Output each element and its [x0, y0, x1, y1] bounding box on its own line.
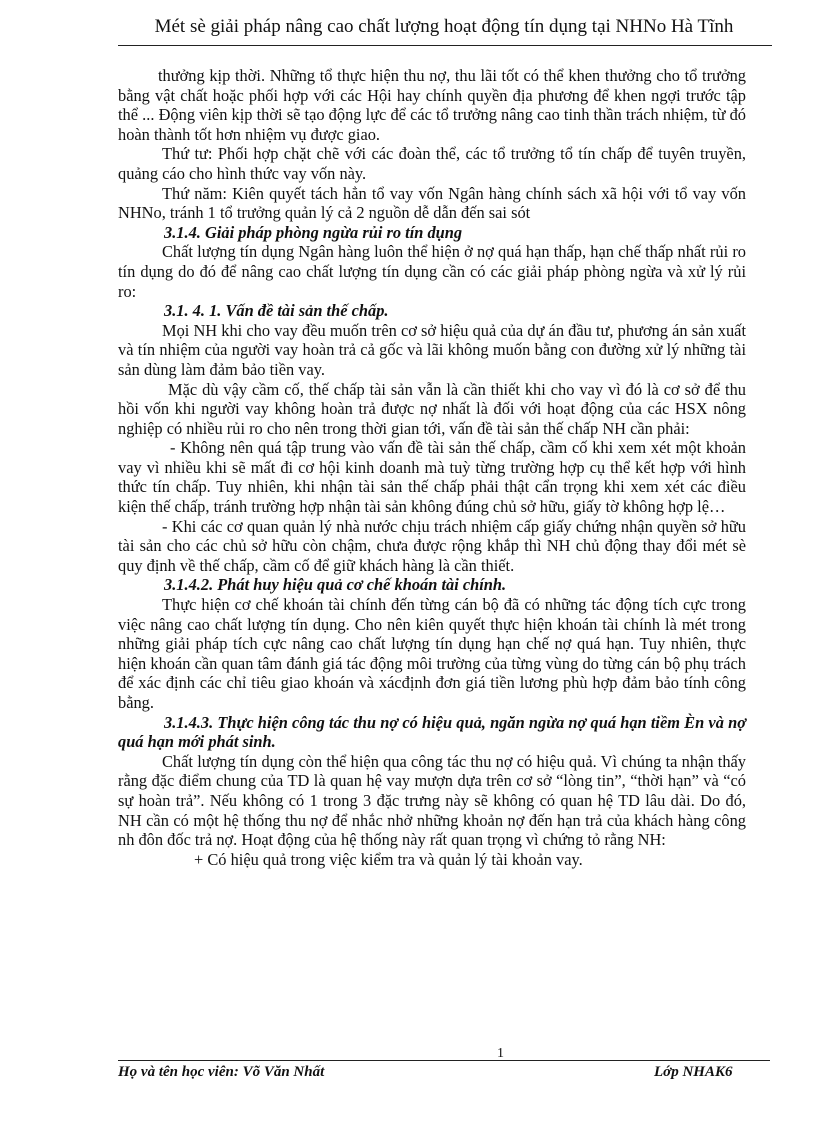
- document-body: [118, 66, 746, 869]
- page-header-title: Mét sè giải pháp nâng cao chất lượng hoạt động tín dụng tại NHNo Hà Tĩnh: [154, 16, 734, 37]
- page-number: 1: [497, 1046, 504, 1061]
- paragraph: Thực hiện cơ chế khoán tài chính đến từng cán bộ đã có những tác động tích cực trong việc nâng cao chất lượng tín dụng. Cho nên kiên quyết thực hiện khoán tài chính là mét trong những giải pháp tích cực nâng cao chất lượng tín dụng hạn chế nợ quá hạn. Tuy nhiên, thực hiện khoán cần quan tâm đánh giá tác động môi trường của từng vùng do từng cán bộ phụ trách để xác định các chỉ tiêu giao khoán và xácđịnh đơn giá tiền lương phù hợp đảm bảo tính công bằng.: [118, 595, 746, 712]
- paragraph: Mọi NH khi cho vay đều muốn trên cơ sở hiệu quả của dự án đầu tư, phương án sản xuất và tín nhiệm của người vay hoàn trả cả gốc và lãi không muốn bằng con đường xử lý những tài sản dùng làm đảm bảo tiền vay.: [118, 320, 746, 379]
- paragraph: + Có hiệu quả trong việc kiểm tra và quản lý tài khoản vay.: [194, 849, 583, 869]
- footer-divider: [118, 1060, 770, 1061]
- paragraph: Chất lượng tín dụng Ngân hàng luôn thể hiện ở nợ quá hạn thấp, hạn chế thấp nhất rủi ro tín dụng do đó để nâng cao chất lượng tín dụng cần có các giải pháp phòng ngừa và xử lý rủi ro:: [118, 242, 746, 301]
- footer-student-name: Họ và tên học viên: Võ Văn Nhất: [118, 1064, 325, 1080]
- section-heading: 3.1.4.3. Thực hiện công tác thu nợ có hiệu quả, ngăn ngừa nợ quá hạn tiềm Èn và nợ quá hạn mới phát sinh.: [118, 712, 746, 752]
- paragraph: - Không nên quá tập trung vào vấn đề tài sản thế chấp, cầm cố khi xem xét một khoản vay vì nhiều khi sẽ mất đi cơ hội kinh doanh mà tuỳ từng trường hợp cụ thể kết hợp với hình thức tín chấp. Tuy nhiên, khi nhận tài sản thế chấp phải thật cẩn trọng khi xem xét các điều kiện thế chấp, tránh trường hợp nhận tài sản không đúng chủ sở hữu, giấy tờ không hợp lệ…: [118, 438, 746, 517]
- paragraph: thưởng kịp thời. Những tổ thực hiện thu nợ, thu lãi tốt có thể khen thưởng cho tổ trưởng bằng vật chất hoặc phối hợp với các Hội hay chính quyền địa phương để khen ngợi trước tập thể ... Động viên kịp thời sẽ tạo động lực để các tổ trưởng nâng cao tinh thần trách nhiệm, từ đó hoàn thành tốt hơn nhiệm vụ được giao.: [118, 66, 746, 144]
- section-heading: 3.1.4.2. Phát huy hiệu quả cơ chế khoán tài chính.: [164, 575, 507, 595]
- paragraph: Thứ tư: Phối hợp chặt chẽ với các đoàn thể, các tổ trưởng tổ tín chấp để tuyên truyền, quảng cáo cho hình thức vay vốn này.: [118, 144, 746, 183]
- paragraph: Thứ năm: Kiên quyết tách hẳn tổ vay vốn Ngân hàng chính sách xã hội với tổ vay vốn NHNo, tránh 1 tổ trưởng quản lý cả 2 nguồn dễ dẫn đến sai sót: [118, 183, 746, 223]
- header-divider: [118, 45, 772, 46]
- footer-class: Lớp NHAK6: [654, 1064, 733, 1080]
- paragraph: - Khi các cơ quan quản lý nhà nước chịu trách nhiệm cấp giấy chứng nhận quyền sở hữu tài sản cho các chủ sở hữu còn chậm, chưa được rộng khắp thì NH chủ động thay đổi mét sè quy định về thế chấp, cầm cố để giữ khách hàng là cần thiết.: [118, 516, 746, 575]
- paragraph: Mặc dù vậy cầm cố, thế chấp tài sản vẫn là cần thiết khi cho vay vì đó là cơ sở để thu hồi vốn khi người vay không hoàn trả được nợ nhất là đối với hoạt động của các HSX nông nghiệp có nhiều rủi ro cho nên trong thời gian tới, vấn đề tài sản thế chấp NH cần phải:: [118, 379, 746, 438]
- section-heading: 3.1. 4. 1. Vấn đề tài sản thế chấp.: [164, 301, 389, 321]
- section-heading: 3.1.4. Giải pháp phòng ngừa rủi ro tín dụng: [164, 222, 463, 242]
- paragraph: Chất lượng tín dụng còn thể hiện qua công tác thu nợ có hiệu quả. Vì chúng ta nhận thấy rằng đặc điểm chung của TD là quan hệ vay mượn dựa trên cơ sở “lòng tin”, “thời hạn” và “có sự hoàn trả”. Nếu không có 1 trong 3 đặc trưng này sẽ không có quan hệ TD lâu dài. Do đó, NH cần có một hệ thống thu nợ để nhắc nhở những khoản nợ đến hạn trả của khách hàng công nh đôn đốc trả nợ. Hoạt động của hệ thống này rất quan trọng vì chứng tỏ rằng NH:: [118, 751, 746, 850]
